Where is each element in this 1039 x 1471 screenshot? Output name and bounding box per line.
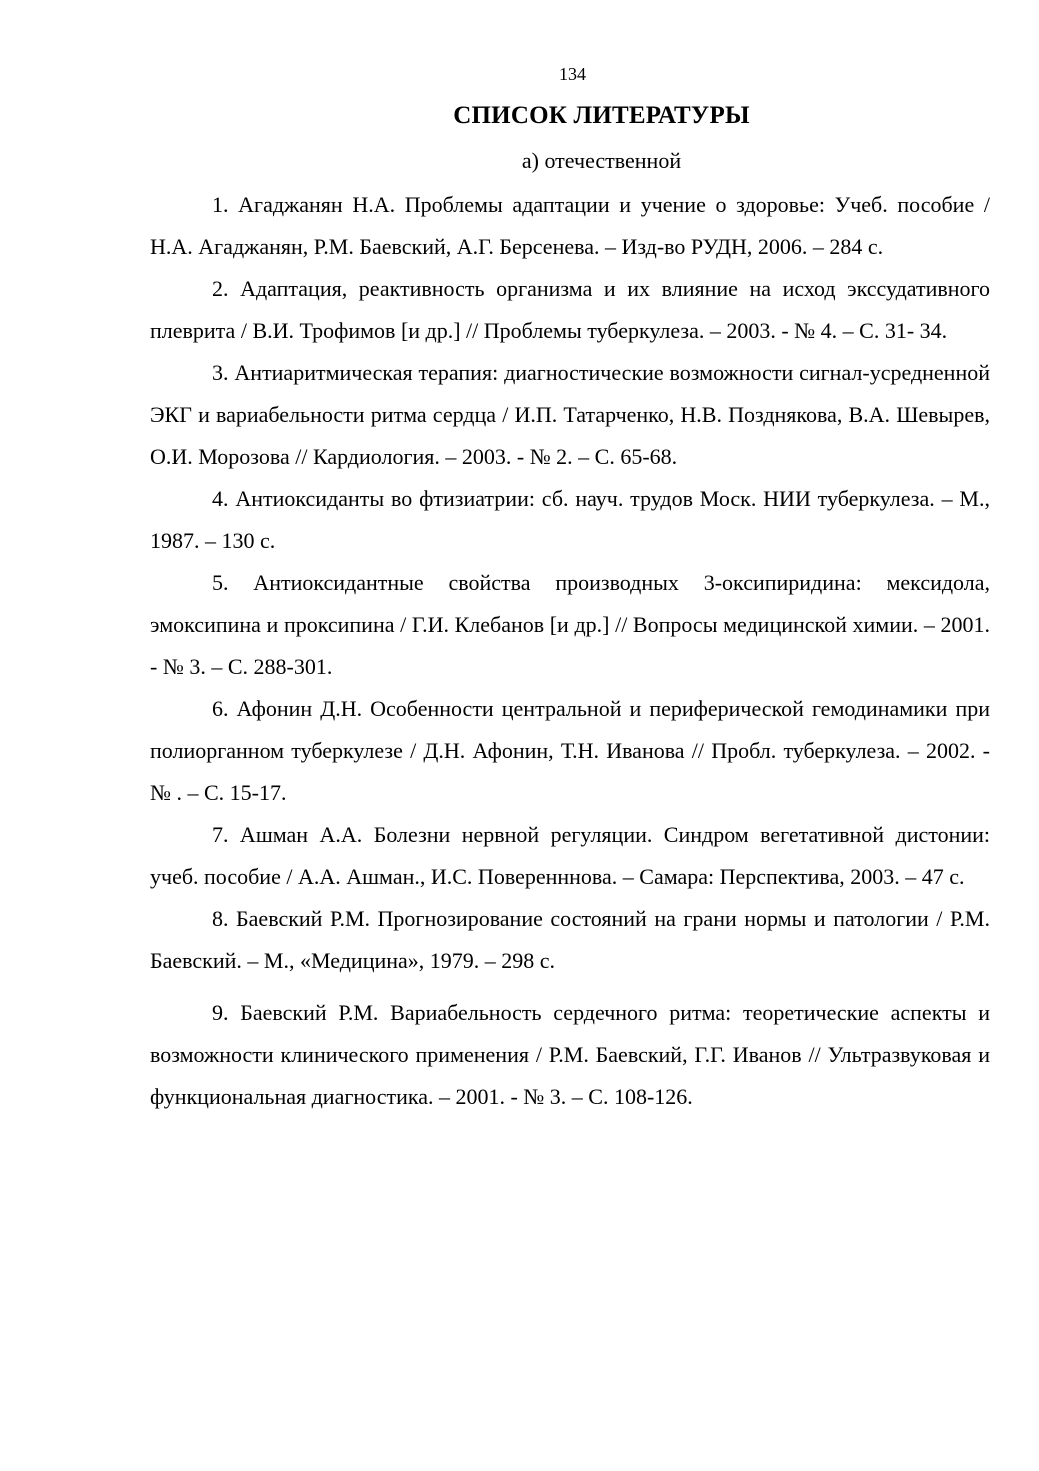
reference-item-9: 9. Баевский Р.М. Вариабельность сердечного ритма: теоретические аспекты и возможности клинического применения / Р.М. Баевский, Г.Г. Иванов // Ультразвуковая и функциональная диагностика. – 2001. - № 3. – С. 108-126. [150, 1000, 990, 1109]
reference-item-5: 5. Антиоксидантные свойства производных 3-оксипиридина: мексидола, эмоксипина и проксипина / Г.И. Клебанов [и др.] // Вопросы медицинской химии. – 2001. - № 3. – С. 288-301. [150, 570, 990, 679]
reference-item-1: 1. Агаджанян Н.А. Проблемы адаптации и учение о здоровье: Учеб. пособие / Н.А. Агаджанян, Р.М. Баевский, А.Г. Берсенева. – Изд-во РУДН, 2006. – 284 с. [150, 192, 990, 259]
reference-list [150, 184, 990, 1118]
reference-item-2: 2. Адаптация, реактивность организма и их влияние на исход экссудативного плеврита / В.И. Трофимов [и др.] // Проблемы туберкулеза. – 2003. - № 4. – С. 31- 34. [150, 276, 990, 343]
reference-item-6: 6. Афонин Д.Н. Особенности центральной и периферической гемодинамики при полиорганном туберкулезе / Д.Н. Афонин, Т.Н. Иванова // Пробл. туберкулеза. – 2002. - № . – С. 15-17. [150, 696, 990, 805]
reference-item-4: 4. Антиоксиданты во фтизиатрии: сб. науч. трудов Моск. НИИ туберкулеза. – М., 1987. – 130 с. [150, 486, 990, 553]
reference-item-8: 8. Баевский Р.М. Прогнозирование состояний на грани нормы и патологии / Р.М. Баевский. – М., «Медицина», 1979. – 298 с. [150, 906, 990, 973]
reference-item-3: 3. Антиаритмическая терапия: диагностические возможности сигнал-усредненной ЭКГ и вариабельности ритма сердца / И.П. Татарченко, Н.В. Позднякова, В.А. Шевырев, О.И. Морозова // Кардиология. – 2003. - № 2. – С. 65-68. [150, 360, 990, 469]
page-title: СПИСОК ЛИТЕРАТУРЫ [453, 102, 750, 129]
reference-item-7: 7. Ашман А.А. Болезни нервной регуляции. Синдром вегетативной дистонии: учеб. пособие / А.А. Ашман., И.С. Поверенннова. – Самара: Перспектива, 2003. – 47 с. [150, 822, 990, 889]
section-subtitle: а) отечественной [521, 148, 682, 173]
page-number: 134 [559, 64, 586, 84]
